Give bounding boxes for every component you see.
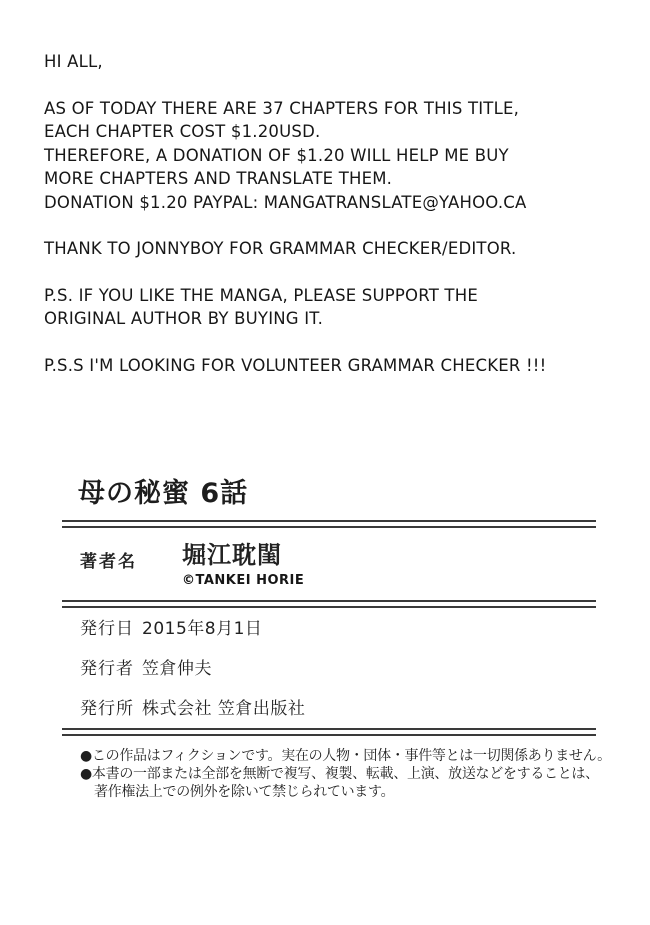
row-label: 発行所: [80, 699, 134, 719]
note-line: THEREFORE, A DONATION OF $1.20 WILL HELP ME BUY: [44, 145, 509, 165]
author-block: [182, 542, 304, 588]
row-value: 2015年8月1日: [142, 619, 263, 639]
row-label: 発行日: [80, 619, 134, 639]
note-paypal-line: DONATION $1.20 PAYPAL: MANGATRANSLATE@YAHOO.CA: [44, 192, 527, 212]
divider-double-rule: [62, 520, 596, 528]
publication-row-date: [62, 620, 596, 638]
row-value: 株式会社 笠倉出版社: [142, 699, 306, 719]
note-line: HI ALL,: [44, 52, 103, 71]
translator-note: [44, 50, 640, 400]
publication-rows: [62, 620, 596, 718]
legal-notice: [62, 747, 611, 801]
colophon: [62, 478, 611, 801]
note-line: P.S.S I'M LOOKING FOR VOLUNTEER GRAMMAR CHECKER !!!: [44, 355, 547, 375]
author-copyright: ©TANKEI HORIE: [182, 573, 305, 588]
author-row: [62, 542, 596, 588]
note-postscript-2: [44, 354, 640, 378]
note-line: ORIGINAL AUTHOR BY BUYING IT.: [44, 309, 324, 328]
note-line: EACH CHAPTER COST $1.20USD.: [44, 122, 321, 141]
note-greeting: [44, 50, 640, 74]
note-line: AS OF TODAY THERE ARE 37 CHAPTERS FOR THIS TITLE,: [44, 98, 520, 118]
publication-row-publisher-company: [62, 700, 596, 718]
author-label: 著者名: [80, 552, 137, 572]
note-line: MORE CHAPTERS AND TRANSLATE THEM.: [44, 169, 393, 188]
author-name: 堀江耽閨: [182, 541, 282, 569]
notice-line: 著作権法上での例外を除いて禁じられています。: [94, 784, 395, 800]
note-line: THANK TO JONNYBOY FOR GRAMMAR CHECKER/EDITOR.: [44, 239, 517, 258]
publication-row-publisher-person: [62, 660, 596, 678]
divider-double-rule: [62, 728, 596, 736]
row-label: 発行者: [80, 659, 134, 679]
divider-double-rule: [62, 600, 596, 608]
note-postscript: [44, 284, 640, 331]
note-line: P.S. IF YOU LIKE THE MANGA, PLEASE SUPPORT THE: [44, 285, 478, 305]
note-thanks: [44, 237, 640, 261]
note-donation-info: [44, 97, 640, 215]
book-title: 母の秘蜜 6話: [78, 478, 249, 509]
notice-line: ●本書の一部または全部を無断で複写、複製、転載、上演、放送などをすることは、: [80, 766, 599, 782]
notice-line: ●この作品はフィクションです。実在の人物・団体・事件等とは一切関係ありません。: [80, 748, 611, 764]
row-value: 笠倉伸夫: [142, 659, 212, 679]
